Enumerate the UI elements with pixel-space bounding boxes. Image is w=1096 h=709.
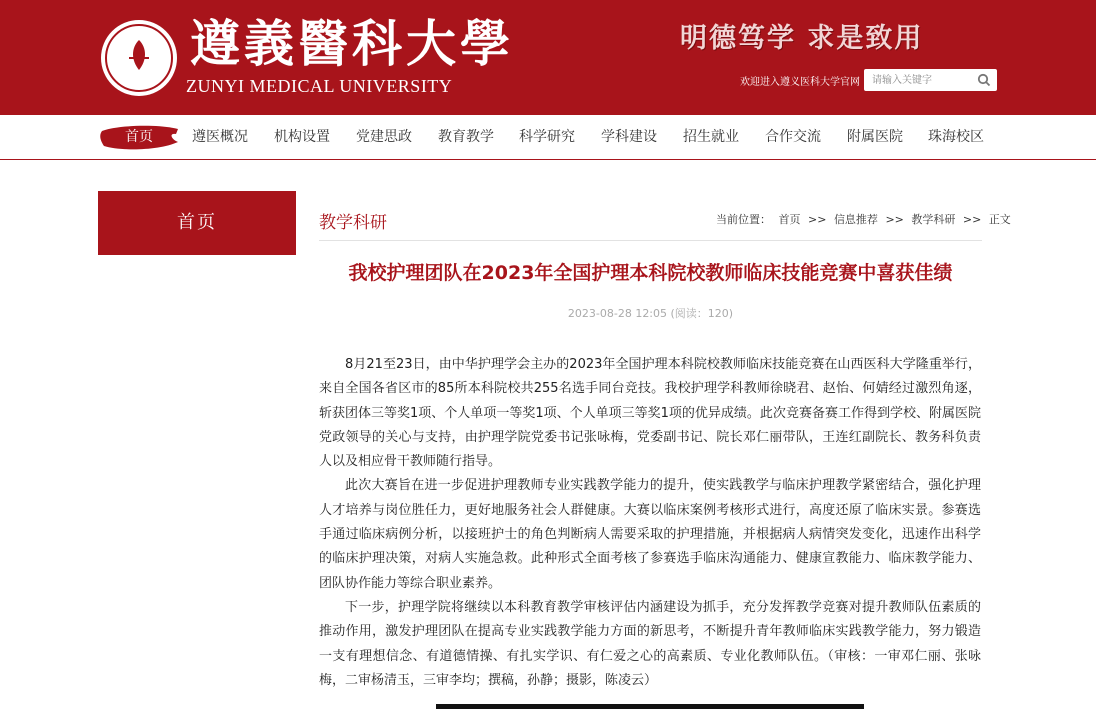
search-box — [864, 69, 997, 91]
main-nav — [0, 115, 1096, 160]
breadcrumb-label: 当前位置： — [716, 213, 771, 226]
section-title: 教学科研 — [319, 213, 387, 233]
nav-item-about[interactable]: 遵医概况 — [192, 129, 248, 145]
article-title: 我校护理团队在2023年全国护理本科院校教师临床技能竞赛中喜获佳绩 — [348, 262, 953, 284]
article-paragraph: 此次大赛旨在进一步促进护理教师专业实践教学能力的提升，使实践教学与临床护理教学紧密结合，强化护理人才培养与岗位胜任力，更好地服务社会人群健康。大赛以临床案例考核形式进行，高度还原了临床实景。参赛选手通过临床病例分析，以接班护士的角色判断病人需要采取的护理措施，并根据病人病情突发变化，迅速作出科学的临床护理决策，对病人实施急救。此种形式全面考核了参赛选手临床沟通能力、健康宣教能力、临床教学能力、团队协作能力等综合职业素养。 — [319, 478, 981, 591]
breadcrumb-item-teaching-research[interactable]: 教学科研 — [911, 213, 956, 226]
nav-item-hospitals[interactable]: 附属医院 — [847, 129, 903, 145]
breadcrumb-item-article: 正文 — [988, 213, 1011, 226]
search-input[interactable] — [864, 69, 964, 91]
site-header — [0, 0, 1096, 115]
article-body — [319, 353, 981, 693]
nav-item-home[interactable]: 首页 — [125, 129, 153, 145]
university-motto: 明德笃学 求是致用 — [680, 23, 924, 54]
nav-item-education[interactable]: 教育教学 — [438, 129, 494, 145]
seal-emblem-icon — [125, 38, 153, 72]
section-divider — [319, 240, 982, 241]
breadcrumb-separator: >> — [885, 213, 904, 226]
search-icon[interactable] — [977, 73, 991, 87]
article-paragraph: 8月21至23日，由中华护理学会主办的2023年全国护理本科院校教师临床技能竞赛在山西医科大学隆重举行，来自全国各省区市的85所本科院校共255名选手同台竞技。我校护理学科教师徐晓君、赵怡、何婧经过激烈角逐，斩获团体三等奖1项、个人单项一等奖1项、个人单项三等奖1项的优异成绩。此次竞赛备赛工作得到学校、附属医院党政领导的关心与支持，由护理学院党委书记张咏梅，党委副书记、院长邓仁丽带队，王连红副院长、教务科负责人以及相应骨干教师随行指导。 — [319, 357, 981, 470]
breadcrumb-item-recommended[interactable]: 信息推荐 — [833, 213, 878, 226]
article-photo — [436, 704, 864, 709]
breadcrumb-item-home[interactable]: 首页 — [778, 213, 801, 226]
nav-item-research[interactable]: 科学研究 — [519, 129, 575, 145]
welcome-text: 欢迎进入遵义医科大学官网 — [740, 77, 860, 88]
logo-chinese-name[interactable]: 遵義醫科大學 — [190, 14, 514, 73]
nav-item-admissions[interactable]: 招生就业 — [683, 129, 739, 145]
breadcrumb — [716, 211, 1015, 227]
nav-item-cooperation[interactable]: 合作交流 — [765, 129, 821, 145]
nav-item-party-building[interactable]: 党建思政 — [356, 129, 412, 145]
breadcrumb-separator: >> — [808, 213, 827, 226]
breadcrumb-separator: >> — [962, 213, 982, 226]
nav-item-organization[interactable]: 机构设置 — [274, 129, 330, 145]
article-paragraph: 下一步，护理学院将继续以本科教育教学审核评估内涵建设为抓手，充分发挥教学竞赛对提升教师队伍素质的推动作用，激发护理团队在提高专业实践教学能力方面的新思考，不断提升青年教师临床实践教学能力，努力锻造一支有理想信念、有道德情操、有扎实学识、有仁爱之心的高素质、专业化教师队伍。（审核：一审邓仁丽、张咏梅，二审杨清玉，三审李均；撰稿，孙静；摄影，陈凌云） — [319, 599, 981, 688]
sidebar-title[interactable]: 首页 — [98, 191, 296, 255]
nav-item-disciplines[interactable]: 学科建设 — [601, 129, 657, 145]
university-seal-logo[interactable] — [101, 20, 177, 96]
nav-item-zhuhai-campus[interactable]: 珠海校区 — [928, 129, 984, 145]
article-meta: 2023-08-28 12:05 (阅读：120) — [567, 307, 734, 320]
logo-english-name[interactable]: ZUNYI MEDICAL UNIVERSITY — [186, 76, 453, 96]
